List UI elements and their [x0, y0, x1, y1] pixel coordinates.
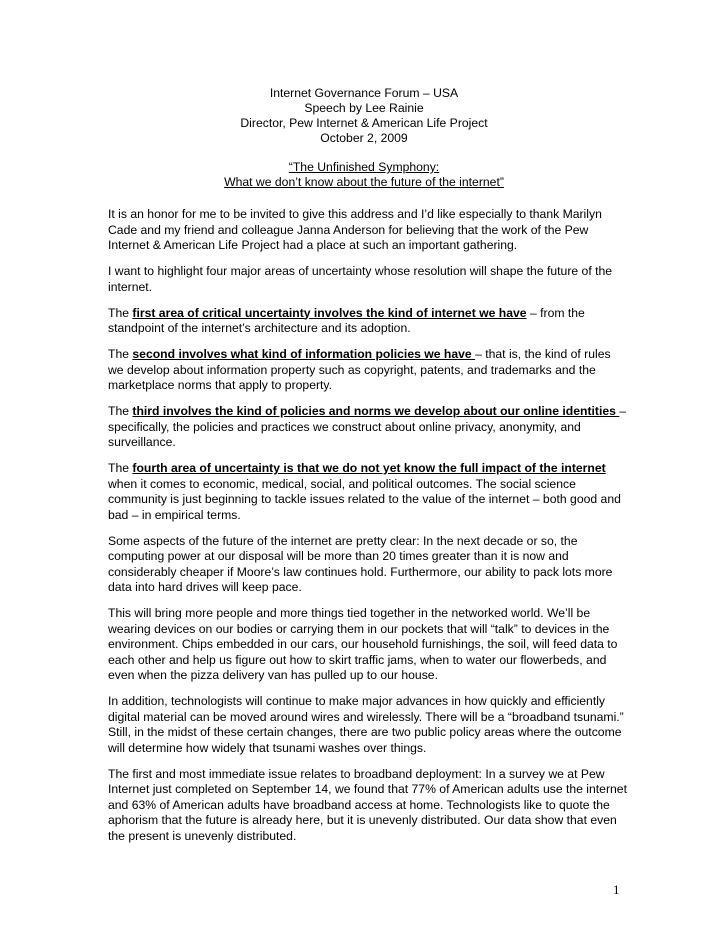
paragraph-8: This will bring more people and more things tied together in the networked world. We’ll be wearing devices on our bodies or carrying them in our pockets that will “talk” to devices in the environment. Chips embedded in our cars, our household furnishings, the soil, will feed data to each other and help us figure out how to skirt traffic jams, when to water our flowerbeds, and even when the pizza delivery van has pulled up to our house.: [108, 606, 618, 682]
paragraph-5-post: – specifically, the policies and practices we construct about online privacy, anonymity, and surveillance.: [108, 404, 627, 449]
paragraph-3: [108, 306, 628, 337]
paragraph-5-highlight: third involves the kind of policies and norms we develop about our online identities: [132, 404, 620, 418]
paragraph-3-post: – from the standpoint of the internet’s architecture and its adoption.: [108, 305, 585, 335]
speaker-line: Speech by Lee Rainie: [304, 101, 424, 115]
document-header: [0, 86, 728, 190]
speech-title-line-1: “The Unfinished Symphony:: [288, 160, 440, 174]
paragraph-6: [108, 461, 628, 523]
paragraph-3-pre: The: [108, 305, 133, 320]
speech-title-line-2: What we don’t know about the future of the internet”: [224, 175, 504, 189]
speaker-title: Director, Pew Internet & American Life Project: [240, 116, 488, 130]
document-body: [108, 207, 628, 855]
paragraph-2: I want to highlight four major areas of uncertainty whose resolution will shape the future of the internet.: [108, 264, 613, 294]
paragraph-5: [108, 404, 628, 451]
paragraph-3-highlight: first area of critical uncertainty involves the kind of internet we have: [132, 305, 527, 320]
paragraph-4: [108, 347, 628, 394]
paragraph-4-post: – that is, the kind of rules we develop about information property such as copyright, patents, and trademarks and the marketplace norms that apply to property.: [108, 347, 611, 392]
paragraph-6-post: when it comes to economic, medical, social, and political outcomes. The social science community is just beginning to tackle issues related to the value of the internet – both good and bad – in empirical terms.: [108, 476, 621, 522]
paragraph-4-pre: The: [108, 347, 133, 361]
event-name: Internet Governance Forum – USA: [269, 86, 459, 100]
paragraph-4-highlight: second involves what kind of information policies we have: [132, 347, 476, 361]
paragraph-5-pre: The: [108, 404, 133, 418]
paragraph-6-pre: The: [108, 461, 133, 475]
page-number: 1: [613, 882, 620, 897]
paragraph-10: The first and most immediate issue relates to broadband deployment: In a survey we at Pew Internet just completed on September 14, we found that 77% of American adults use the internet and 63% of American adults have broadband access at home. Technologists like to quote the aphorism that the future is already here, but it is unevenly distributed. Our data show that even the present is unevenly distributed.: [108, 766, 627, 843]
paragraph-1: It is an honor for me to be invited to give this address and I’d like especially to thank Marilyn Cade and my friend and colleague Janna Anderson for believing that the work of the Pew Internet & American Life Project had a place at such an important gathering.: [108, 207, 602, 252]
paragraph-9: In addition, technologists will continue to make major advances in how quickly and efficiently digital material can be moved around wires and wirelessly. There will be a “broadband tsunami.” Still, in the midst of these certain changes, there are two public policy areas where the outcome will determine how widely that tsunami washes over things.: [108, 694, 624, 755]
speech-date: October 2, 2009: [320, 131, 408, 145]
speech-title: [0, 160, 728, 190]
paragraph-7: Some aspects of the future of the internet are pretty clear: In the next decade or so, the computing power at our disposal will be more than 20 times greater than it is now and considerably cheaper if Moore’s law continues hold. Furthermore, our ability to pack lots more data into hard drives will keep pace.: [108, 533, 613, 594]
paragraph-6-highlight: fourth area of uncertainty is that we do not yet know the full impact of the internet: [132, 461, 606, 475]
